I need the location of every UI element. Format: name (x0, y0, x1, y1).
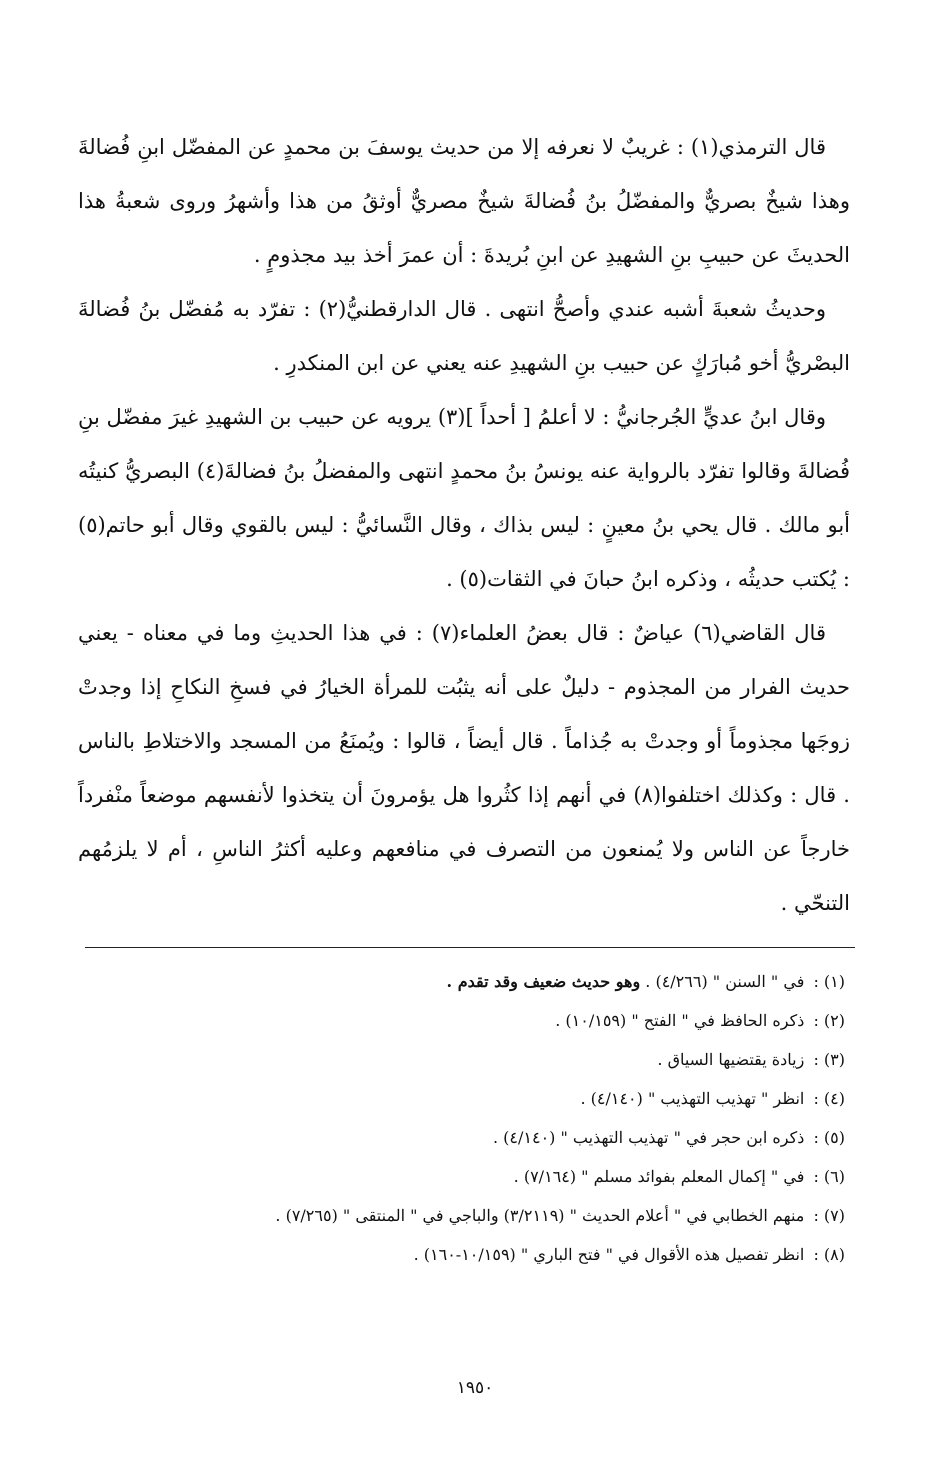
footnote-2 (85, 1001, 845, 1040)
footnotes (85, 962, 845, 1274)
footnote-number: (١) : (813, 972, 845, 991)
footnote-number: (٧) : (813, 1206, 845, 1225)
footnote-7 (85, 1196, 845, 1235)
footnote-4 (85, 1079, 845, 1118)
footnote-number: (٤) : (813, 1089, 845, 1108)
footnote-8 (85, 1235, 845, 1274)
footnote-bold-note: وهو حديث ضعيف وقد تقدم . (446, 972, 641, 991)
main-text (78, 120, 850, 930)
footnote-divider (85, 947, 855, 948)
paragraph-3: وقال ابنُ عديٍّ الجُرجانيُّ : لا أعلمُ [ أحداً ](٣) يرويه عن حبيب بن الشهيدِ غيرَ مفضّل بنِ فُضالةَ وقالوا تفرّد بالرواية عنه يونسُ بنُ محمدٍ انتهى والمفضلُ بنُ فضالةَ(٤) البصريُّ كنيتُه أبو مالك . قال يحي بنُ معينٍ : ليس بذاك ، وقال النَّسائيُّ : ليس بالقوي وقال أبو حاتم(٥) : يُكتب حديثُه ، وذكره ابنُ حبانَ في الثقات(٥) . (78, 405, 850, 591)
footnote-3 (85, 1040, 845, 1079)
footnote-text: في " السنن " (٤/٢٦٦) . (645, 972, 805, 991)
footnote-text: ذكره ابن حجر في " تهذيب التهذيب " (٤/١٤٠) . (492, 1128, 805, 1147)
footnote-text: زيادة يقتضيها السياق . (657, 1050, 805, 1069)
footnote-number: (٥) : (813, 1128, 845, 1147)
paragraph-4: قال القاضي(٦) عياضٌ : قال بعضُ العلماء(٧) : في هذا الحديثِ وما في معناه - يعني حديث الفرار من المجذوم - دليلٌ على أنه يثبُت للمرأة الخيارُ في فسخِ النكاحِ إذا وجدتْ زوجَها مجذوماً أو وجدتْ به جُذاماً . قال أيضاً ، قالوا : ويُمنَعُ من المسجد والاختلاطِ بالناس . قال : وكذلك اختلفوا(٨) في أنهم إذا كثُروا هل يؤمرونَ أن يتخذوا لأنفسهم موضعاً منْفرداً خارجاً عن الناس ولا يُمنعون من التصرف في منافعهم وعليه أكثرُ الناسِ ، أم لا يلزمُهم التنحّي . (78, 621, 850, 915)
footnote-text: في " إكمال المعلم بفوائد مسلم " (٧/١٦٤) . (513, 1167, 805, 1186)
footnote-number: (٦) : (813, 1167, 845, 1186)
footnote-1 (85, 962, 845, 1001)
footnote-text: منهم الخطابي في " أعلام الحديث " (٣/٢١١٩) والباجي في " المنتقى " (٧/٢٦٥) . (275, 1206, 805, 1225)
footnote-number: (٢) : (813, 1011, 845, 1030)
footnote-text: ذكره الحافظ في " الفتح " (١٠/١٥٩) . (555, 1011, 805, 1030)
paragraph-1: قال الترمذي(١) : غريبٌ لا نعرفه إلا من حديث يوسفَ بن محمدٍ عن المفضّل ابنِ فُضالةَ وهذا شيخٌ بصريٌّ والمفضّلُ بنُ فُضالةَ شيخٌ مصريٌّ أوثقُ من هذا وأشهرُ وروى شعبةُ هذا الحديثَ عن حبيبِ بنِ الشهيدِ عن ابنِ بُريدةَ : أن عمرَ أخذ بيد مجذومٍ . (78, 135, 850, 267)
footnote-number: (٣) : (813, 1050, 845, 1069)
page-number: ١٩٥٠ (456, 1378, 494, 1398)
footnote-5 (85, 1118, 845, 1157)
footnote-text: انظر " تهذيب التهذيب " (٤/١٤٠) . (580, 1089, 805, 1108)
footnote-number: (٨) : (813, 1245, 845, 1264)
footnote-text: انظر تفصيل هذه الأقوال في " فتح الباري " (١٠/١٥٩-١٦٠) . (413, 1245, 805, 1264)
footnote-6 (85, 1157, 845, 1196)
paragraph-2: وحديثُ شعبةَ أشبه عندي وأصحُّ انتهى . قال الدارقطنيُّ(٢) : تفرّد به مُفضّل بنُ فُضالةَ البصْريُّ أخو مُبارَكٍ عن حبيب بنِ الشهيدِ عنه يعني عن ابن المنكدرِ . (78, 297, 850, 375)
